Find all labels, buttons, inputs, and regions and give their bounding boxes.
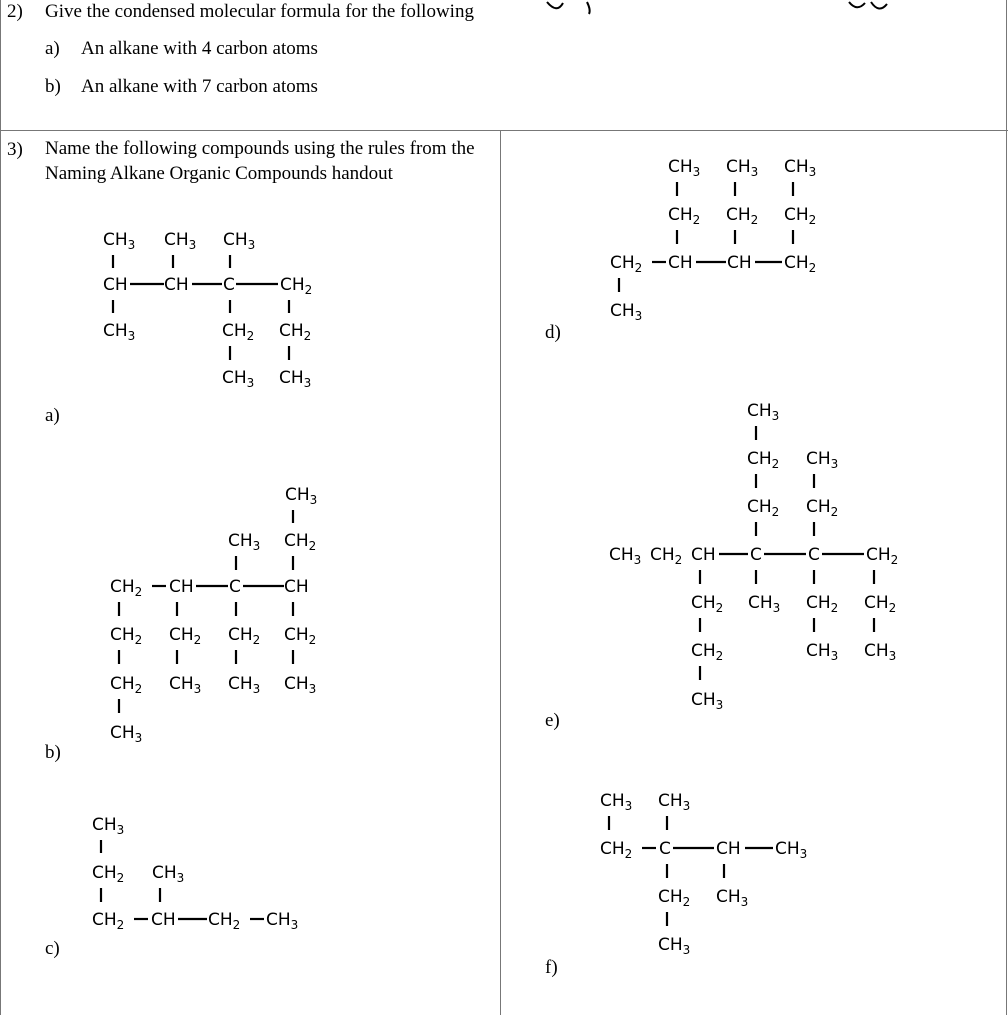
group-c: C — [659, 839, 671, 859]
group-ch3: $CH_3$ — [103, 230, 136, 252]
q3-number: 3) — [7, 139, 23, 160]
group-ch2: $CH_2$ — [866, 545, 899, 567]
group-ch: CH — [284, 577, 309, 597]
group-ch: CH — [164, 275, 189, 295]
group-ch3: $CH_3$ — [266, 910, 299, 932]
group-ch3: $CH_3$ — [223, 230, 256, 252]
group-ch2: $CH_2$ — [864, 593, 897, 615]
group-ch3: $CH_3$ — [864, 641, 897, 663]
group-ch: CH — [691, 545, 716, 565]
group-ch2: $CH_2$ — [280, 275, 313, 297]
group-ch3: $CH_3$ — [784, 157, 817, 179]
group-ch2: $CH_2$ — [279, 321, 312, 343]
compound-f-label: f) — [545, 957, 558, 978]
group-ch2: $CH_2$ — [610, 253, 643, 275]
group-ch3: $CH_3$ — [609, 545, 642, 567]
group-ch3: $CH_3$ — [610, 301, 643, 323]
group-ch2: $CH_2$ — [110, 577, 143, 599]
group-ch2: $CH_2$ — [284, 625, 317, 647]
group-ch: CH — [727, 253, 752, 273]
group-c: C — [808, 545, 820, 565]
compound-d-label: d) — [545, 322, 561, 343]
group-ch2: $CH_2$ — [658, 887, 691, 909]
group-ch3: $CH_3$ — [284, 674, 317, 696]
group-ch2: $CH_2$ — [747, 497, 780, 519]
q2-number: 2) — [7, 1, 23, 22]
compound-b-label: b) — [45, 742, 61, 763]
group-ch3: $CH_3$ — [658, 791, 691, 813]
group-ch2: $CH_2$ — [691, 593, 724, 615]
group-ch2: $CH_2$ — [92, 863, 125, 885]
group-ch: CH — [668, 253, 693, 273]
group-ch3: $CH_3$ — [726, 157, 759, 179]
group-ch2: $CH_2$ — [92, 910, 125, 932]
group-ch3: $CH_3$ — [279, 368, 312, 390]
q3-prompt: Name the following compounds using the rules from the Naming Alkane Organic Compounds handout — [45, 138, 475, 184]
group-ch2: $CH_2$ — [806, 593, 839, 615]
group-ch3: $CH_3$ — [164, 230, 197, 252]
group-ch3: $CH_3$ — [775, 839, 808, 861]
group-ch2: $CH_2$ — [600, 839, 633, 861]
q2-b-label: b) — [45, 76, 61, 97]
group-c: C — [229, 577, 241, 597]
group-ch3: $CH_3$ — [691, 690, 724, 712]
group-ch2: $CH_2$ — [650, 545, 683, 567]
group-ch: CH — [716, 839, 741, 859]
group-ch2: $CH_2$ — [110, 674, 143, 696]
group-ch2: $CH_2$ — [747, 449, 780, 471]
group-ch3: $CH_3$ — [169, 674, 202, 696]
group-ch2: $CH_2$ — [726, 205, 759, 227]
group-ch3: $CH_3$ — [152, 863, 185, 885]
group-ch3: $CH_3$ — [228, 674, 261, 696]
group-ch2: $CH_2$ — [110, 625, 143, 647]
q2-a-text: An alkane with 4 carbon atoms — [81, 38, 318, 59]
group-ch2: $CH_2$ — [668, 205, 701, 227]
group-ch3: $CH_3$ — [806, 449, 839, 471]
group-ch2: $CH_2$ — [691, 641, 724, 663]
compound-a-label: a) — [45, 405, 60, 426]
group-ch2: $CH_2$ — [806, 497, 839, 519]
group-ch2: $CH_2$ — [284, 531, 317, 553]
group-ch3: $CH_3$ — [806, 641, 839, 663]
group-c: C — [750, 545, 762, 565]
group-ch2: $CH_2$ — [784, 205, 817, 227]
group-ch3: $CH_3$ — [716, 887, 749, 909]
group-ch3: $CH_3$ — [285, 485, 318, 507]
compound-c-label: c) — [45, 938, 60, 959]
group-ch3: $CH_3$ — [110, 723, 143, 745]
group-ch2: $CH_2$ — [228, 625, 261, 647]
q2-prompt: Give the condensed molecular formula for the following — [45, 1, 474, 22]
group-ch3: $CH_3$ — [668, 157, 701, 179]
q2-a-label: a) — [45, 38, 60, 59]
compound-e-label: e) — [545, 710, 560, 731]
group-ch3: $CH_3$ — [92, 815, 125, 837]
group-ch2: $CH_2$ — [208, 910, 241, 932]
q2-b-text: An alkane with 7 carbon atoms — [81, 76, 318, 97]
group-ch3: $CH_3$ — [600, 791, 633, 813]
group-ch2: $CH_2$ — [169, 625, 202, 647]
group-ch3: $CH_3$ — [748, 593, 781, 615]
group-ch3: $CH_3$ — [222, 368, 255, 390]
group-ch3: $CH_3$ — [747, 401, 780, 423]
group-ch: CH — [169, 577, 194, 597]
group-ch: CH — [103, 275, 128, 295]
group-ch: CH — [151, 910, 176, 930]
group-ch2: $CH_2$ — [222, 321, 255, 343]
group-ch3: $CH_3$ — [658, 935, 691, 957]
group-ch3: $CH_3$ — [228, 531, 261, 553]
group-ch3: $CH_3$ — [103, 321, 136, 343]
group-ch2: $CH_2$ — [784, 253, 817, 275]
group-c: C — [223, 275, 235, 295]
